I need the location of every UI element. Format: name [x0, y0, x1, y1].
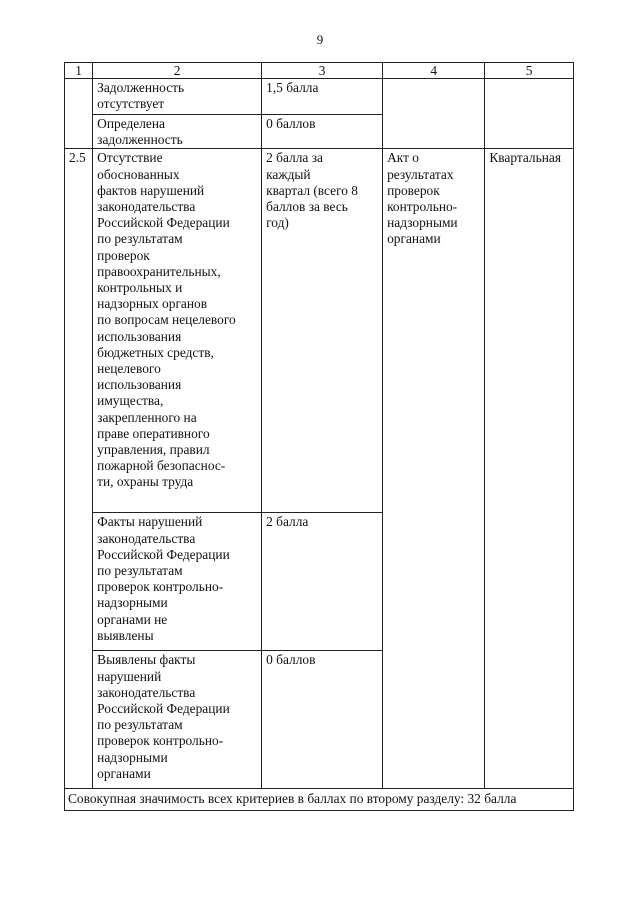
- summary-row: [65, 789, 574, 810]
- period-cell: Квартальная: [485, 149, 574, 789]
- table-header-row: [65, 63, 574, 79]
- score-cell: 2 балла за каждый квартал (всего 8 баллов за весь год): [262, 149, 383, 513]
- criterion-cell: Определена задолженность: [93, 115, 262, 149]
- criterion-cell: Выявлены факты нарушений законодательства Российской Федерации по результатам проверок контрольно- надзорными органами: [93, 651, 262, 789]
- score-cell: 1,5 балла: [262, 79, 383, 115]
- number-cell: 2.5: [65, 149, 93, 789]
- score-cell: 0 баллов: [262, 651, 383, 789]
- period-cell-empty: [485, 79, 574, 149]
- score-cell: 2 балла: [262, 513, 383, 651]
- header-cell: 5: [485, 63, 574, 79]
- table-row: [65, 79, 574, 115]
- criterion-cell: Задолженность отсутствует: [93, 79, 262, 115]
- header-cell: 1: [65, 63, 93, 79]
- source-cell-empty: [383, 79, 485, 149]
- criterion-cell: Факты нарушений законодательства Российской Федерации по результатам проверок контрольно- надзорными органами не выявлены: [93, 513, 262, 651]
- number-cell-empty: [65, 79, 93, 149]
- page-number: 9: [316, 32, 324, 47]
- summary-cell: Совокупная значимость всех критериев в баллах по второму разделу: 32 балла: [65, 789, 574, 810]
- header-cell: 3: [262, 63, 383, 79]
- header-cell: 4: [383, 63, 485, 79]
- source-cell: Акт о результатах проверок контрольно- надзорными органами: [383, 149, 485, 789]
- score-cell: 0 баллов: [262, 115, 383, 149]
- criteria-table: [64, 62, 574, 811]
- table-row: [65, 149, 574, 513]
- header-cell: 2: [93, 63, 262, 79]
- criterion-cell: Отсутствие обоснованных фактов нарушений законодательства Российской Федерации по результатам проверок правоохранительных, контрольных и надзорных органов по вопросам нецелевого использования бюджетных средств, нецелевого использования имущества, закрепленного на праве оперативного управления, правил пожарной безопаснос- ти, охраны труда: [93, 149, 262, 513]
